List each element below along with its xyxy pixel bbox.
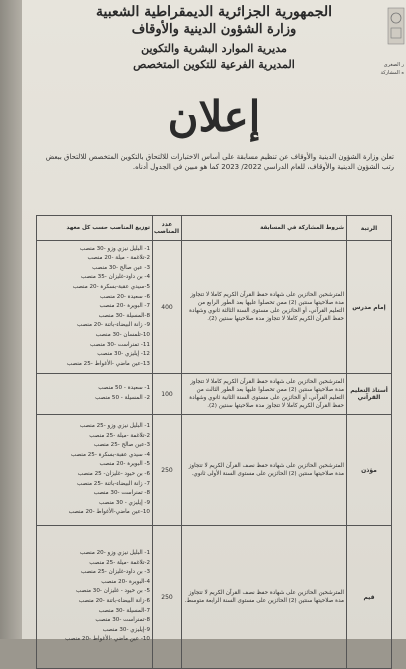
table-row [37,415,392,526]
header-line-1: الجمهورية الجزائرية الديمقراطية الشعبية [95,4,332,20]
count-cell: 100 [153,374,182,415]
distribution-item: 9- إيليزي - 30 منصب [99,499,150,506]
distribution-item: 2-تلاغمة - ميلة -20 منصب [87,255,150,262]
header-distribution: توزيع المناصب حسب كل معهد [37,216,153,241]
distribution-item: 1- البليل نيزي وزو -25 منصب [79,423,150,430]
distribution-item: 10-عين ماضي-الأغواط -20 منصب [68,509,150,516]
distribution-item: 1- البليل نيزي وزو -20 منصب [79,550,150,557]
rank-cell: مؤذن [347,415,392,526]
distribution-item: 12- إيليزي -30 منصب [97,351,150,358]
conditions-cell: المترشحين الحائزين على شهادة حفظ القرآن الكريم كاملا لا تتجاوز مدة صلاحيتها سنتين (2) ممن تحصلوا عليها بعد الطور الرابع من التعليم القرآني، أو الحائزين على مستوى السنة الثالثة ثانوي وشهادة حفظ القرآن الكريم كاملا لا تتجاوز مدة صلاحيتها سنتين (2). [182,241,347,374]
page-edge-left [0,0,22,639]
header-count: عدد المناصب [153,216,182,241]
conditions-cell: المترشحين الحائزين على شهادة حفظ نصف القرآن الكريم لا تتجاوز مدة صلاحيتها سنتين (2) الحائزين على مستوى السنة الرابعة متوسط. [182,526,347,669]
distribution-item: 5- بن حيود - غليزان -30 منصب [75,588,150,595]
rank-cell: قيم [347,526,392,669]
distribution-item: 2-تلاغمة -ميلة -25 منصب [89,559,150,566]
distribution-item: 2- المسيلة - 50 منصب [95,395,150,401]
intro-paragraph: تعلن وزارة الشؤون الدينية والأوقاف عن تنظيم مسابقة على أساس الاختبارات للالتحاق بالتكوين المتخصص للالتحاق ببعض رتب الشؤون الدينية والأوقاف، للعام الدراسي 2022/ 2023 كما هو مبين في الجدول أدناه. [45,153,394,171]
table-row [37,374,392,415]
distribution-item: 10-تلمسان -30 منصب [95,331,150,338]
distribution-item: 4-البويرة -20 منصب [101,578,150,585]
positions-table [36,215,392,669]
distribution-item: 4- سيدي عقبة-بسكرة -25 منصب [70,451,150,458]
distribution-item: 10- عين ماضي -الأغواط -20 منصب [65,636,150,643]
count-cell: 250 [153,526,182,669]
side-snippet-2: ه المشاركة [380,70,404,76]
distribution-item: 1- البليل نيزي وزو -30 منصب [79,245,150,252]
distribution-cell [37,526,153,669]
distribution-item: 3- عين صالح -30 منصب [92,264,150,271]
announcement-page [22,0,406,643]
header-rank: الرتبة [347,216,392,241]
distribution-item: 2-تلاغمة -ميلة -25 منصب [89,432,150,439]
header-conditions: شروط المشاركة في المسابقة [182,216,347,241]
rank-cell: أستاذ التعليم القرآني [347,374,392,415]
distribution-item: 6-زانة البيضاء-باتنة -20 منصب [78,598,150,604]
count-cell: 400 [153,241,182,374]
distribution-item: 13-عين ماضي -الأغواط -25 منصب [66,360,150,367]
distribution-item: 7- زانة البيضاء-باتنة -25 منصب [76,480,150,487]
distribution-item: 4- بن داود-غليزان -35 منصب [80,274,150,281]
side-snippet-1: ر الصغرى [383,62,404,68]
distribution-cell [37,374,153,415]
conditions-cell: المترشحين الحائزين على شهادة حفظ القرآن الكريم كاملا لا تتجاوز مدة صلاحيتها سنتين (2) ممن تحصلوا عليها بعد الطور الثالث من التعليم القرآني، أو الحائزين على مستوى السنة الثانية ثانوي وشهادة حفظ القرآن الكريم كاملا لا تتجاوز مدة صلاحيتها سنتين (2). [182,374,347,415]
distribution-item: 1- سعيدة - 50 منصب [98,385,150,392]
distribution-cell [37,415,153,526]
distribution-item: 9- زانة البيضاء-باتنة -20 منصب [76,322,150,329]
table-header-row [37,216,392,241]
distribution-item: 8-تمنراست -30 منصب [95,617,150,624]
announcement-title: إعلان [167,92,261,141]
rank-cell: إمام مدرس [347,241,392,374]
table-row [37,526,392,669]
distribution-cell [37,241,153,374]
table-row [37,241,392,374]
distribution-item: 3- بن داود-غليزان -25 منصب [80,569,150,576]
distribution-item: 9-إيليزي -30 منصب [102,626,150,633]
count-cell: 250 [153,415,182,526]
header-line-3: مديرية الموارد البشرية والتكوين [141,42,287,55]
distribution-item: 8-المسيلة -30 منصب [98,312,150,319]
distribution-item: 5- البويرة -20 منصب [99,461,150,468]
distribution-item: 6- سعيدة -20 منصب [99,293,150,300]
distribution-item: 3-عين صالح -25 منصب [93,442,150,449]
distribution-item: 11- تمنراست -30 منصب [90,341,150,348]
distribution-item: 7-المسيلة -30 منصب [98,607,150,614]
distribution-item: 8- تمنراست -30 منصب [93,490,150,497]
header-line-2: وزارة الشؤون الدينية والأوقاف [131,22,297,37]
distribution-item: 5-سيدي عقبة-بسكرة -20 منصب [72,284,150,291]
distribution-item: 7- البويرة -20 منصب [99,303,150,310]
header-line-4: المديرية الفرعية للتكوين المتخصص [133,58,295,71]
distribution-item: 6- بن حيود -غليزان- 25 منصب [77,471,150,477]
conditions-cell: المترشحين الحائزين على شهادة حفظ نصف القرآن الكريم لا تتجاوز مدة صلاحيتها سنتين (2) الحائزين على مستوى السنة الأولى ثانوي. [182,415,347,526]
